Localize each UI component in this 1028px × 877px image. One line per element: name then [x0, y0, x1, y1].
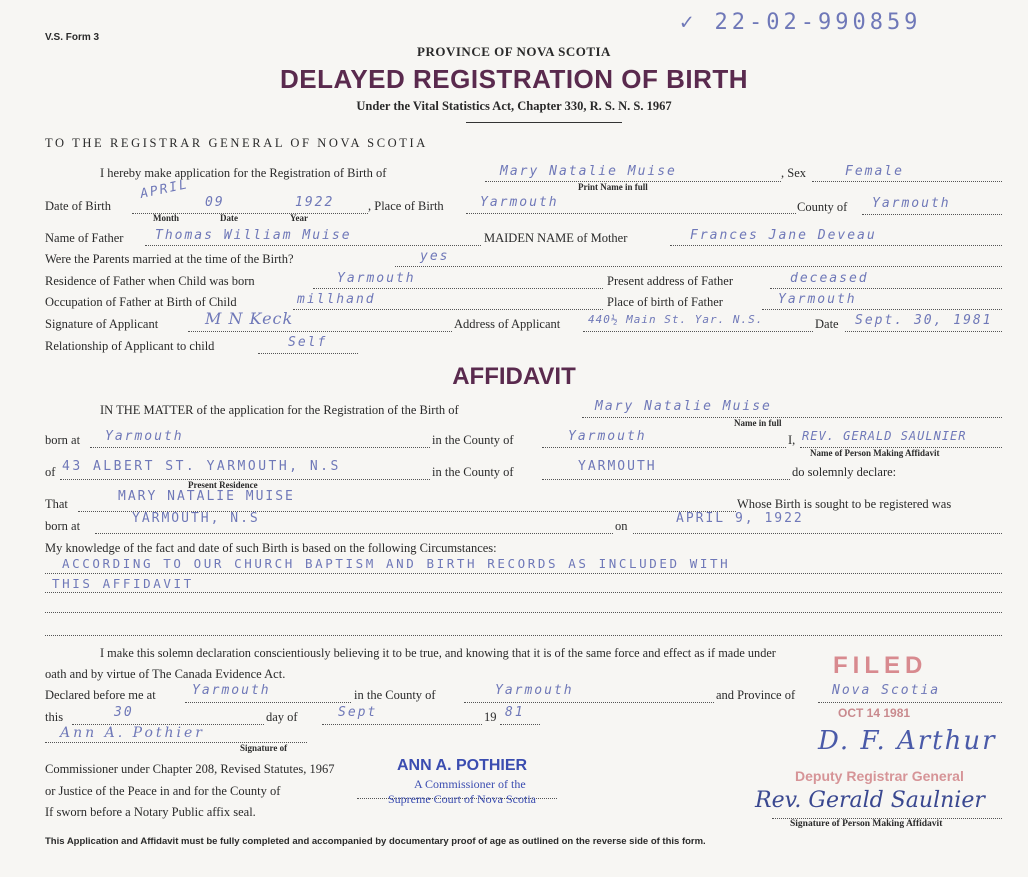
residence-label: Residence of Father when Child was born — [45, 274, 255, 288]
page-title: DELAYED REGISTRATION OF BIRTH — [279, 64, 749, 94]
dob-label: Date of Birth — [45, 199, 111, 213]
county-field-3[interactable]: Yarmouth — [495, 683, 574, 698]
residence-field[interactable]: Yarmouth — [337, 271, 416, 286]
caption-date: Date — [220, 213, 238, 223]
commissioner-stamp-name: ANN A. POTHIER — [397, 757, 528, 774]
declared-label: Declared before me at — [45, 688, 156, 702]
commissioner-stamp-line-2: A Commissioner of the — [414, 777, 526, 791]
matter-name-field[interactable]: Mary Natalie Muise — [595, 399, 772, 414]
this-label: this — [45, 710, 64, 724]
mother-field[interactable]: Frances Jane Deveau — [690, 228, 877, 243]
applicant-signature: M N Keck — [205, 309, 294, 328]
born-at-field[interactable]: Yarmouth — [105, 429, 184, 444]
present-address-field[interactable]: deceased — [790, 271, 869, 286]
signature-caption: Signature of — [240, 743, 288, 753]
born-at-label: born at — [45, 433, 81, 447]
circumstances-line-1[interactable]: ACCORDING TO OUR CHURCH BAPTISM AND BIRTH RECORDS AS INCLUDED WITH — [62, 556, 731, 571]
dob-year-field[interactable]: 1922 — [295, 195, 335, 210]
county-field-1[interactable]: Yarmouth — [568, 429, 647, 444]
married-label: Were the Parents married at the time of the Birth? — [45, 252, 294, 266]
residence-caption: Present Residence — [188, 480, 258, 490]
year-field[interactable]: 81 — [505, 705, 525, 720]
in-county-label-1: in the County of — [432, 433, 514, 447]
mother-label: MAIDEN NAME of Mother — [484, 231, 628, 245]
that-name-field[interactable]: MARY NATALIE MUISE — [118, 489, 295, 504]
born-at-label-2: born at — [45, 519, 81, 533]
commissioner-line-3: If sworn before a Notary Public affix seal. — [45, 805, 256, 819]
deponent-signature-caption: Signature of Person Making Affidavit — [790, 819, 943, 829]
place-field[interactable]: Yarmouth — [480, 195, 559, 210]
year-prefix: 19 — [484, 710, 497, 724]
form-id: V.S. Form 3 — [45, 32, 100, 43]
born-at-field-2[interactable]: YARMOUTH, N.S — [132, 511, 260, 526]
place-label: , Place of Birth — [368, 199, 444, 213]
father-field[interactable]: Thomas William Muise — [155, 228, 352, 243]
occupation-label: Occupation of Father at Birth of Child — [45, 295, 237, 309]
registrar-title-stamp: Deputy Registrar General — [795, 768, 964, 784]
child-name-field[interactable]: Mary Natalie Muise — [500, 164, 677, 179]
day-field[interactable]: 30 — [114, 705, 134, 720]
caption-month: Month — [153, 213, 180, 223]
residence-affidavit-field[interactable]: 43 ALBERT ST. YARMOUTH, N.S — [62, 459, 341, 474]
month-field[interactable]: Sept — [338, 705, 378, 720]
on-date-field[interactable]: APRIL 9, 1922 — [676, 511, 804, 526]
province-heading: PROVINCE OF NOVA SCOTIA — [417, 44, 611, 59]
knowledge-label: My knowledge of the fact and date of such Birth is based on the following Circumstances: — [45, 541, 497, 555]
filed-stamp: FILED — [833, 652, 928, 679]
matter-label: IN THE MATTER of the application for the Registration of the Birth of — [100, 403, 459, 417]
father-birthplace-field[interactable]: Yarmouth — [778, 292, 857, 307]
commissioner-line-1: Commissioner under Chapter 208, Revised Statutes, 1967 — [45, 762, 335, 776]
addressee: TO THE REGISTRAR GENERAL OF NOVA SCOTIA — [45, 136, 428, 150]
whose-label: Whose Birth is sought to be registered was — [737, 497, 952, 511]
date-label: Date — [815, 317, 839, 331]
deponent-caption: Name of Person Making Affidavit — [810, 448, 940, 458]
page-subtitle: Under the Vital Statistics Act, Chapter 330, R. S. N. S. 1967 — [356, 99, 672, 113]
sex-label: , Sex — [781, 166, 806, 180]
province-field[interactable]: Nova Scotia — [832, 683, 941, 698]
of-label: of — [45, 465, 56, 479]
circumstances-line-2[interactable]: THIS AFFIDAVIT — [52, 576, 194, 591]
county-label: County of — [797, 200, 848, 214]
dob-date-field[interactable]: 09 — [205, 195, 225, 210]
day-of-label: day of — [266, 710, 298, 724]
declare-label: do solemnly declare: — [792, 465, 897, 479]
i-label: I, — [788, 433, 796, 447]
father-birthplace-label: Place of birth of Father — [607, 295, 723, 309]
county-field-2[interactable]: YARMOUTH — [578, 459, 657, 474]
declaration-line-1: I make this solemn declaration conscientiously believing it to be true, and knowing that it is of the same force and effect as if made under — [100, 646, 776, 660]
occupation-field[interactable]: millhand — [297, 292, 376, 307]
registrar-signature: D. F. Arthur — [818, 726, 997, 756]
applicant-address-field[interactable]: 440½ Main St. Yar. N.S. — [588, 313, 764, 326]
application-date-field[interactable]: Sept. 30, 1981 — [855, 313, 993, 328]
dob-month-field[interactable]: APRIL — [138, 177, 191, 202]
name-full-caption: Name in full — [734, 418, 782, 428]
deponent-field[interactable]: REV. GERALD SAULNIER — [802, 429, 967, 443]
county-field[interactable]: Yarmouth — [872, 196, 951, 211]
signature-label: Signature of Applicant — [45, 317, 159, 331]
name-caption: Print Name in full — [578, 182, 648, 192]
father-label: Name of Father — [45, 231, 124, 245]
filed-date-stamp: OCT 14 1981 — [838, 706, 911, 720]
in-county-label-2: in the County of — [432, 465, 514, 479]
deponent-signature: Rev. Gerald Saulnier — [755, 788, 985, 813]
sex-field[interactable]: Female — [845, 164, 904, 179]
handwritten-number: ✓ 22-02-990859 — [680, 10, 922, 35]
affidavit-heading: AFFIDAVIT — [452, 363, 576, 390]
declared-at-field[interactable]: Yarmouth — [192, 683, 271, 698]
caption-year: Year — [290, 213, 308, 223]
intro-label: I hereby make application for the Registration of Birth of — [100, 166, 387, 180]
married-field[interactable]: yes — [420, 249, 450, 264]
title-rule — [466, 122, 622, 123]
present-address-label: Present address of Father — [607, 274, 734, 288]
commissioner-line-2: or Justice of the Peace in and for the County of — [45, 784, 281, 798]
in-county-label-3: in the County of — [354, 688, 436, 702]
relationship-field[interactable]: Self — [288, 335, 328, 350]
commissioner-signature: Ann A. Pothier — [60, 725, 205, 741]
commissioner-stamp-line-3: Supreme Court of Nova Scotia — [388, 792, 536, 806]
relationship-label: Relationship of Applicant to child — [45, 339, 215, 353]
declaration-line-2: oath and by virtue of The Canada Evidence Act. — [45, 667, 286, 681]
footer-note: This Application and Affidavit must be fully completed and accompanied by documentary proof of age as outlined on the reverse side of this form. — [45, 836, 706, 847]
on-label: on — [615, 519, 628, 533]
province-label: and Province of — [716, 688, 796, 702]
that-label: That — [45, 497, 68, 511]
applicant-address-label: Address of Applicant — [454, 317, 561, 331]
